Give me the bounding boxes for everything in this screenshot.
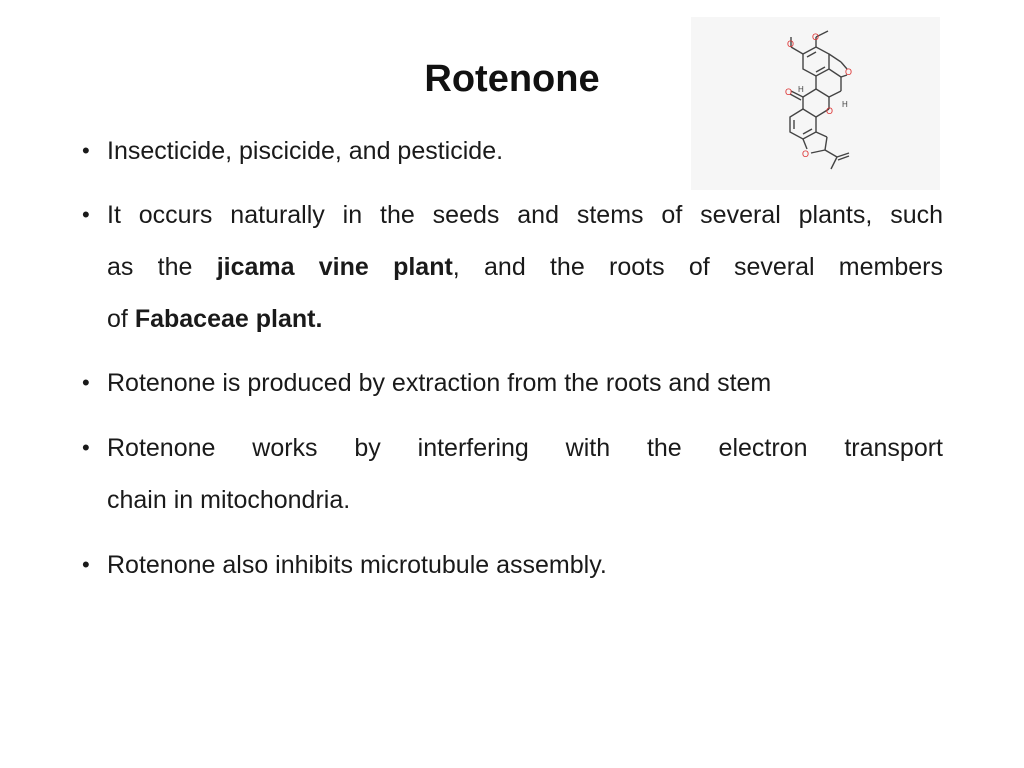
bullet-dot-icon: • [82, 202, 90, 227]
bullet-dot-icon: • [82, 138, 90, 163]
bullet-2-line-2 [107, 241, 943, 293]
bullet-dot-icon: • [82, 435, 90, 460]
bullet-1-line-1: Insecticide, piscicide, and pesticide. [107, 137, 504, 165]
structure-label-o4: O [785, 87, 793, 97]
bullet-2-line-2-pre: as the [107, 253, 193, 281]
bullet-2-line-3-pre: of [107, 305, 128, 333]
structure-label-o2: O [812, 32, 820, 42]
bullet-2-line-1: It occurs naturally in the seeds and stems of several plants, such [107, 201, 943, 229]
bullet-4-line-2: chain in mitochondria. [107, 486, 351, 514]
bullet-2-line-2-post: , and the roots of several members [452, 253, 943, 281]
bullet-2-line-3 [107, 293, 943, 345]
bullet-dot-icon: • [82, 370, 90, 395]
bullet-2-highlight-fabaceae: Fabaceae plant. [134, 305, 323, 333]
structure-label-h2: H [842, 100, 848, 109]
bullet-3-line-1: Rotenone is produced by extraction from the roots and stem [107, 369, 772, 397]
structure-label-o6: O [802, 149, 810, 159]
bullet-dot-icon: • [82, 552, 90, 577]
bullet-4-line-1: Rotenone works by interfering with the electron transport [107, 434, 943, 462]
slide-title: Rotenone [424, 58, 600, 100]
structure-label-h1: H [798, 85, 804, 94]
bullet-5-line-1: Rotenone also inhibits microtubule assembly. [107, 551, 607, 579]
structure-label-o1: O [787, 39, 795, 49]
structure-label-o3: O [845, 67, 853, 77]
structure-label-o5: O [826, 106, 834, 116]
bullet-2-highlight-jicama: jicama vine plant [216, 253, 453, 281]
